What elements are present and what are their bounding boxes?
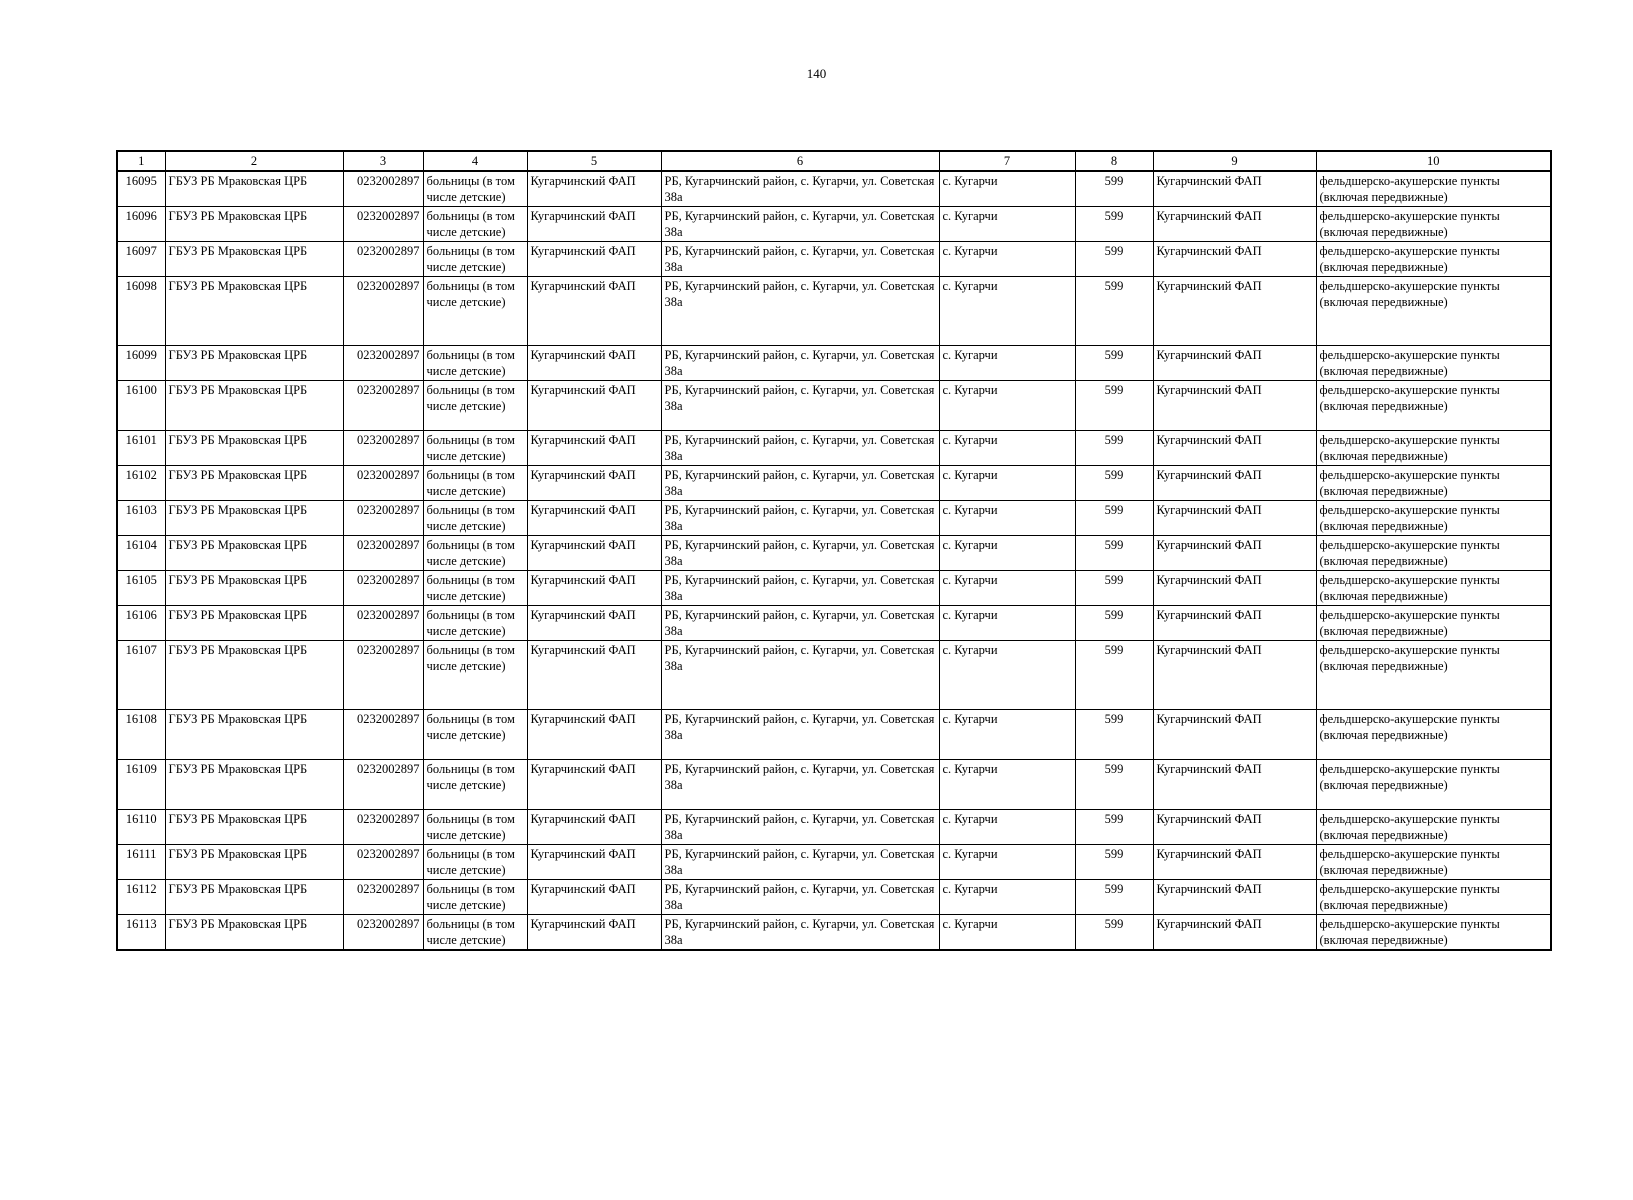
column-header: 3: [343, 151, 423, 171]
unit-cell: Кугарчинский ФАП: [527, 381, 661, 431]
table-row: [117, 381, 1551, 431]
name-cell: Кугарчинский ФАП: [1153, 381, 1316, 431]
column-header: 2: [165, 151, 343, 171]
organization-cell: ГБУЗ РБ Мраковская ЦРБ: [165, 641, 343, 710]
table-row: [117, 606, 1551, 641]
count-cell: 599: [1075, 431, 1153, 466]
settlement-cell: с. Кугарчи: [939, 207, 1075, 242]
address-cell: РБ, Кугарчинский район, с. Кугарчи, ул. Советская 38а: [661, 571, 939, 606]
row-number: 16112: [117, 880, 165, 915]
name-cell: Кугарчинский ФАП: [1153, 242, 1316, 277]
inn-cell: 0232002897: [343, 606, 423, 641]
name-cell: Кугарчинский ФАП: [1153, 207, 1316, 242]
row-number: 16103: [117, 501, 165, 536]
inn-cell: 0232002897: [343, 641, 423, 710]
address-cell: РБ, Кугарчинский район, с. Кугарчи, ул. Советская 38а: [661, 606, 939, 641]
category-cell: фельдшерско-акушерские пункты (включая передвижные): [1316, 571, 1551, 606]
unit-cell: Кугарчинский ФАП: [527, 760, 661, 810]
table-row: [117, 710, 1551, 760]
settlement-cell: с. Кугарчи: [939, 810, 1075, 845]
row-number: 16096: [117, 207, 165, 242]
inn-cell: 0232002897: [343, 466, 423, 501]
name-cell: Кугарчинский ФАП: [1153, 845, 1316, 880]
address-cell: РБ, Кугарчинский район, с. Кугарчи, ул. Советская 38а: [661, 810, 939, 845]
address-cell: РБ, Кугарчинский район, с. Кугарчи, ул. Советская 38а: [661, 760, 939, 810]
address-cell: РБ, Кугарчинский район, с. Кугарчи, ул. Советская 38а: [661, 915, 939, 951]
facility-type-cell: больницы (в том числе детские): [423, 207, 527, 242]
settlement-cell: с. Кугарчи: [939, 641, 1075, 710]
table-row: [117, 242, 1551, 277]
count-cell: 599: [1075, 381, 1153, 431]
count-cell: 599: [1075, 810, 1153, 845]
count-cell: 599: [1075, 466, 1153, 501]
count-cell: 599: [1075, 536, 1153, 571]
category-cell: фельдшерско-акушерские пункты (включая передвижные): [1316, 915, 1551, 951]
name-cell: Кугарчинский ФАП: [1153, 501, 1316, 536]
table-header: [117, 151, 1551, 171]
row-number: 16100: [117, 381, 165, 431]
facility-type-cell: больницы (в том числе детские): [423, 466, 527, 501]
table-row: [117, 171, 1551, 207]
facility-type-cell: больницы (в том числе детские): [423, 606, 527, 641]
unit-cell: Кугарчинский ФАП: [527, 501, 661, 536]
unit-cell: Кугарчинский ФАП: [527, 710, 661, 760]
address-cell: РБ, Кугарчинский район, с. Кугарчи, ул. Советская 38а: [661, 242, 939, 277]
unit-cell: Кугарчинский ФАП: [527, 641, 661, 710]
settlement-cell: с. Кугарчи: [939, 381, 1075, 431]
name-cell: Кугарчинский ФАП: [1153, 810, 1316, 845]
facility-type-cell: больницы (в том числе детские): [423, 641, 527, 710]
column-header: 4: [423, 151, 527, 171]
facility-type-cell: больницы (в том числе детские): [423, 880, 527, 915]
address-cell: РБ, Кугарчинский район, с. Кугарчи, ул. Советская 38а: [661, 710, 939, 760]
count-cell: 599: [1075, 641, 1153, 710]
name-cell: Кугарчинский ФАП: [1153, 606, 1316, 641]
row-number: 16102: [117, 466, 165, 501]
unit-cell: Кугарчинский ФАП: [527, 845, 661, 880]
unit-cell: Кугарчинский ФАП: [527, 915, 661, 951]
name-cell: Кугарчинский ФАП: [1153, 641, 1316, 710]
facility-type-cell: больницы (в том числе детские): [423, 381, 527, 431]
category-cell: фельдшерско-акушерские пункты (включая передвижные): [1316, 710, 1551, 760]
count-cell: 599: [1075, 571, 1153, 606]
address-cell: РБ, Кугарчинский район, с. Кугарчи, ул. Советская 38а: [661, 845, 939, 880]
unit-cell: Кугарчинский ФАП: [527, 880, 661, 915]
name-cell: Кугарчинский ФАП: [1153, 536, 1316, 571]
settlement-cell: с. Кугарчи: [939, 571, 1075, 606]
address-cell: РБ, Кугарчинский район, с. Кугарчи, ул. Советская 38а: [661, 466, 939, 501]
count-cell: 599: [1075, 242, 1153, 277]
organization-cell: ГБУЗ РБ Мраковская ЦРБ: [165, 346, 343, 381]
unit-cell: Кугарчинский ФАП: [527, 346, 661, 381]
category-cell: фельдшерско-акушерские пункты (включая передвижные): [1316, 641, 1551, 710]
count-cell: 599: [1075, 207, 1153, 242]
name-cell: Кугарчинский ФАП: [1153, 346, 1316, 381]
inn-cell: 0232002897: [343, 880, 423, 915]
facility-type-cell: больницы (в том числе детские): [423, 710, 527, 760]
table-row: [117, 641, 1551, 710]
organization-cell: ГБУЗ РБ Мраковская ЦРБ: [165, 915, 343, 951]
column-header: 1: [117, 151, 165, 171]
organization-cell: ГБУЗ РБ Мраковская ЦРБ: [165, 207, 343, 242]
settlement-cell: с. Кугарчи: [939, 501, 1075, 536]
table-row: [117, 431, 1551, 466]
settlement-cell: с. Кугарчи: [939, 760, 1075, 810]
column-header: 5: [527, 151, 661, 171]
category-cell: фельдшерско-акушерские пункты (включая передвижные): [1316, 431, 1551, 466]
name-cell: Кугарчинский ФАП: [1153, 710, 1316, 760]
table-row: [117, 207, 1551, 242]
table-row: [117, 346, 1551, 381]
inn-cell: 0232002897: [343, 346, 423, 381]
category-cell: фельдшерско-акушерские пункты (включая передвижные): [1316, 381, 1551, 431]
address-cell: РБ, Кугарчинский район, с. Кугарчи, ул. Советская 38а: [661, 880, 939, 915]
organization-cell: ГБУЗ РБ Мраковская ЦРБ: [165, 710, 343, 760]
category-cell: фельдшерско-акушерские пункты (включая передвижные): [1316, 810, 1551, 845]
name-cell: Кугарчинский ФАП: [1153, 171, 1316, 207]
settlement-cell: с. Кугарчи: [939, 431, 1075, 466]
table-row: [117, 760, 1551, 810]
table-row: [117, 845, 1551, 880]
inn-cell: 0232002897: [343, 571, 423, 606]
column-header: 6: [661, 151, 939, 171]
facility-type-cell: больницы (в том числе детские): [423, 915, 527, 951]
facility-type-cell: больницы (в том числе детские): [423, 501, 527, 536]
organization-cell: ГБУЗ РБ Мраковская ЦРБ: [165, 845, 343, 880]
address-cell: РБ, Кугарчинский район, с. Кугарчи, ул. Советская 38а: [661, 431, 939, 466]
facility-type-cell: больницы (в том числе детские): [423, 810, 527, 845]
inn-cell: 0232002897: [343, 431, 423, 466]
inn-cell: 0232002897: [343, 760, 423, 810]
category-cell: фельдшерско-акушерские пункты (включая передвижные): [1316, 207, 1551, 242]
organization-cell: ГБУЗ РБ Мраковская ЦРБ: [165, 880, 343, 915]
page-number: 140: [806, 66, 827, 81]
row-number: 16108: [117, 710, 165, 760]
organization-cell: ГБУЗ РБ Мраковская ЦРБ: [165, 571, 343, 606]
table-row: [117, 466, 1551, 501]
organization-cell: ГБУЗ РБ Мраковская ЦРБ: [165, 277, 343, 346]
settlement-cell: с. Кугарчи: [939, 536, 1075, 571]
unit-cell: Кугарчинский ФАП: [527, 277, 661, 346]
count-cell: 599: [1075, 501, 1153, 536]
address-cell: РБ, Кугарчинский район, с. Кугарчи, ул. Советская 38а: [661, 381, 939, 431]
organization-cell: ГБУЗ РБ Мраковская ЦРБ: [165, 466, 343, 501]
table-row: [117, 277, 1551, 346]
name-cell: Кугарчинский ФАП: [1153, 431, 1316, 466]
inn-cell: 0232002897: [343, 810, 423, 845]
facility-type-cell: больницы (в том числе детские): [423, 760, 527, 810]
facility-type-cell: больницы (в том числе детские): [423, 242, 527, 277]
row-number: 16106: [117, 606, 165, 641]
row-number: 16105: [117, 571, 165, 606]
table-body: [117, 171, 1551, 950]
column-header: 7: [939, 151, 1075, 171]
category-cell: фельдшерско-акушерские пункты (включая передвижные): [1316, 277, 1551, 346]
name-cell: Кугарчинский ФАП: [1153, 571, 1316, 606]
row-number: 16107: [117, 641, 165, 710]
row-number: 16111: [117, 845, 165, 880]
facility-type-cell: больницы (в том числе детские): [423, 431, 527, 466]
inn-cell: 0232002897: [343, 207, 423, 242]
column-header: 10: [1316, 151, 1551, 171]
organization-cell: ГБУЗ РБ Мраковская ЦРБ: [165, 760, 343, 810]
count-cell: 599: [1075, 880, 1153, 915]
row-number: 16099: [117, 346, 165, 381]
organization-cell: ГБУЗ РБ Мраковская ЦРБ: [165, 810, 343, 845]
inn-cell: 0232002897: [343, 536, 423, 571]
settlement-cell: с. Кугарчи: [939, 171, 1075, 207]
table-row: [117, 571, 1551, 606]
count-cell: 599: [1075, 760, 1153, 810]
address-cell: РБ, Кугарчинский район, с. Кугарчи, ул. Советская 38а: [661, 207, 939, 242]
category-cell: фельдшерско-акушерские пункты (включая передвижные): [1316, 536, 1551, 571]
unit-cell: Кугарчинский ФАП: [527, 207, 661, 242]
name-cell: Кугарчинский ФАП: [1153, 466, 1316, 501]
settlement-cell: с. Кугарчи: [939, 277, 1075, 346]
organization-cell: ГБУЗ РБ Мраковская ЦРБ: [165, 536, 343, 571]
settlement-cell: с. Кугарчи: [939, 845, 1075, 880]
row-number: 16113: [117, 915, 165, 951]
facility-type-cell: больницы (в том числе детские): [423, 845, 527, 880]
category-cell: фельдшерско-акушерские пункты (включая передвижные): [1316, 606, 1551, 641]
organization-cell: ГБУЗ РБ Мраковская ЦРБ: [165, 171, 343, 207]
facility-type-cell: больницы (в том числе детские): [423, 571, 527, 606]
category-cell: фельдшерско-акушерские пункты (включая передвижные): [1316, 466, 1551, 501]
name-cell: Кугарчинский ФАП: [1153, 915, 1316, 951]
organization-cell: ГБУЗ РБ Мраковская ЦРБ: [165, 242, 343, 277]
category-cell: фельдшерско-акушерские пункты (включая передвижные): [1316, 242, 1551, 277]
count-cell: 599: [1075, 606, 1153, 641]
settlement-cell: с. Кугарчи: [939, 915, 1075, 951]
row-number: 16104: [117, 536, 165, 571]
unit-cell: Кугарчинский ФАП: [527, 171, 661, 207]
organization-cell: ГБУЗ РБ Мраковская ЦРБ: [165, 606, 343, 641]
registry-table: [116, 150, 1552, 951]
count-cell: 599: [1075, 346, 1153, 381]
table-row: [117, 536, 1551, 571]
table-row: [117, 915, 1551, 951]
inn-cell: 0232002897: [343, 845, 423, 880]
settlement-cell: с. Кугарчи: [939, 466, 1075, 501]
column-header: 9: [1153, 151, 1316, 171]
count-cell: 599: [1075, 845, 1153, 880]
table-row: [117, 810, 1551, 845]
settlement-cell: с. Кугарчи: [939, 880, 1075, 915]
inn-cell: 0232002897: [343, 501, 423, 536]
facility-type-cell: больницы (в том числе детские): [423, 536, 527, 571]
inn-cell: 0232002897: [343, 171, 423, 207]
table-row: [117, 880, 1551, 915]
inn-cell: 0232002897: [343, 277, 423, 346]
count-cell: 599: [1075, 277, 1153, 346]
unit-cell: Кугарчинский ФАП: [527, 242, 661, 277]
address-cell: РБ, Кугарчинский район, с. Кугарчи, ул. Советская 38а: [661, 171, 939, 207]
address-cell: РБ, Кугарчинский район, с. Кугарчи, ул. Советская 38а: [661, 501, 939, 536]
settlement-cell: с. Кугарчи: [939, 242, 1075, 277]
unit-cell: Кугарчинский ФАП: [527, 536, 661, 571]
facility-type-cell: больницы (в том числе детские): [423, 171, 527, 207]
row-number: 16095: [117, 171, 165, 207]
count-cell: 599: [1075, 171, 1153, 207]
row-number: 16110: [117, 810, 165, 845]
category-cell: фельдшерско-акушерские пункты (включая передвижные): [1316, 346, 1551, 381]
address-cell: РБ, Кугарчинский район, с. Кугарчи, ул. Советская 38а: [661, 641, 939, 710]
unit-cell: Кугарчинский ФАП: [527, 810, 661, 845]
category-cell: фельдшерско-акушерские пункты (включая передвижные): [1316, 760, 1551, 810]
facility-type-cell: больницы (в том числе детские): [423, 277, 527, 346]
settlement-cell: с. Кугарчи: [939, 606, 1075, 641]
settlement-cell: с. Кугарчи: [939, 346, 1075, 381]
settlement-cell: с. Кугарчи: [939, 710, 1075, 760]
name-cell: Кугарчинский ФАП: [1153, 277, 1316, 346]
unit-cell: Кугарчинский ФАП: [527, 606, 661, 641]
count-cell: 599: [1075, 915, 1153, 951]
category-cell: фельдшерско-акушерские пункты (включая передвижные): [1316, 845, 1551, 880]
name-cell: Кугарчинский ФАП: [1153, 760, 1316, 810]
address-cell: РБ, Кугарчинский район, с. Кугарчи, ул. Советская 38а: [661, 277, 939, 346]
address-cell: РБ, Кугарчинский район, с. Кугарчи, ул. Советская 38а: [661, 536, 939, 571]
row-number: 16101: [117, 431, 165, 466]
facility-type-cell: больницы (в том числе детские): [423, 346, 527, 381]
count-cell: 599: [1075, 710, 1153, 760]
category-cell: фельдшерско-акушерские пункты (включая передвижные): [1316, 171, 1551, 207]
inn-cell: 0232002897: [343, 242, 423, 277]
row-number: 16098: [117, 277, 165, 346]
organization-cell: ГБУЗ РБ Мраковская ЦРБ: [165, 381, 343, 431]
unit-cell: Кугарчинский ФАП: [527, 571, 661, 606]
category-cell: фельдшерско-акушерские пункты (включая передвижные): [1316, 880, 1551, 915]
table-row: [117, 501, 1551, 536]
organization-cell: ГБУЗ РБ Мраковская ЦРБ: [165, 501, 343, 536]
inn-cell: 0232002897: [343, 915, 423, 951]
inn-cell: 0232002897: [343, 710, 423, 760]
row-number: 16109: [117, 760, 165, 810]
address-cell: РБ, Кугарчинский район, с. Кугарчи, ул. Советская 38а: [661, 346, 939, 381]
category-cell: фельдшерско-акушерские пункты (включая передвижные): [1316, 501, 1551, 536]
unit-cell: Кугарчинский ФАП: [527, 431, 661, 466]
row-number: 16097: [117, 242, 165, 277]
header-row: [117, 151, 1551, 171]
unit-cell: Кугарчинский ФАП: [527, 466, 661, 501]
column-header: 8: [1075, 151, 1153, 171]
inn-cell: 0232002897: [343, 381, 423, 431]
name-cell: Кугарчинский ФАП: [1153, 880, 1316, 915]
organization-cell: ГБУЗ РБ Мраковская ЦРБ: [165, 431, 343, 466]
